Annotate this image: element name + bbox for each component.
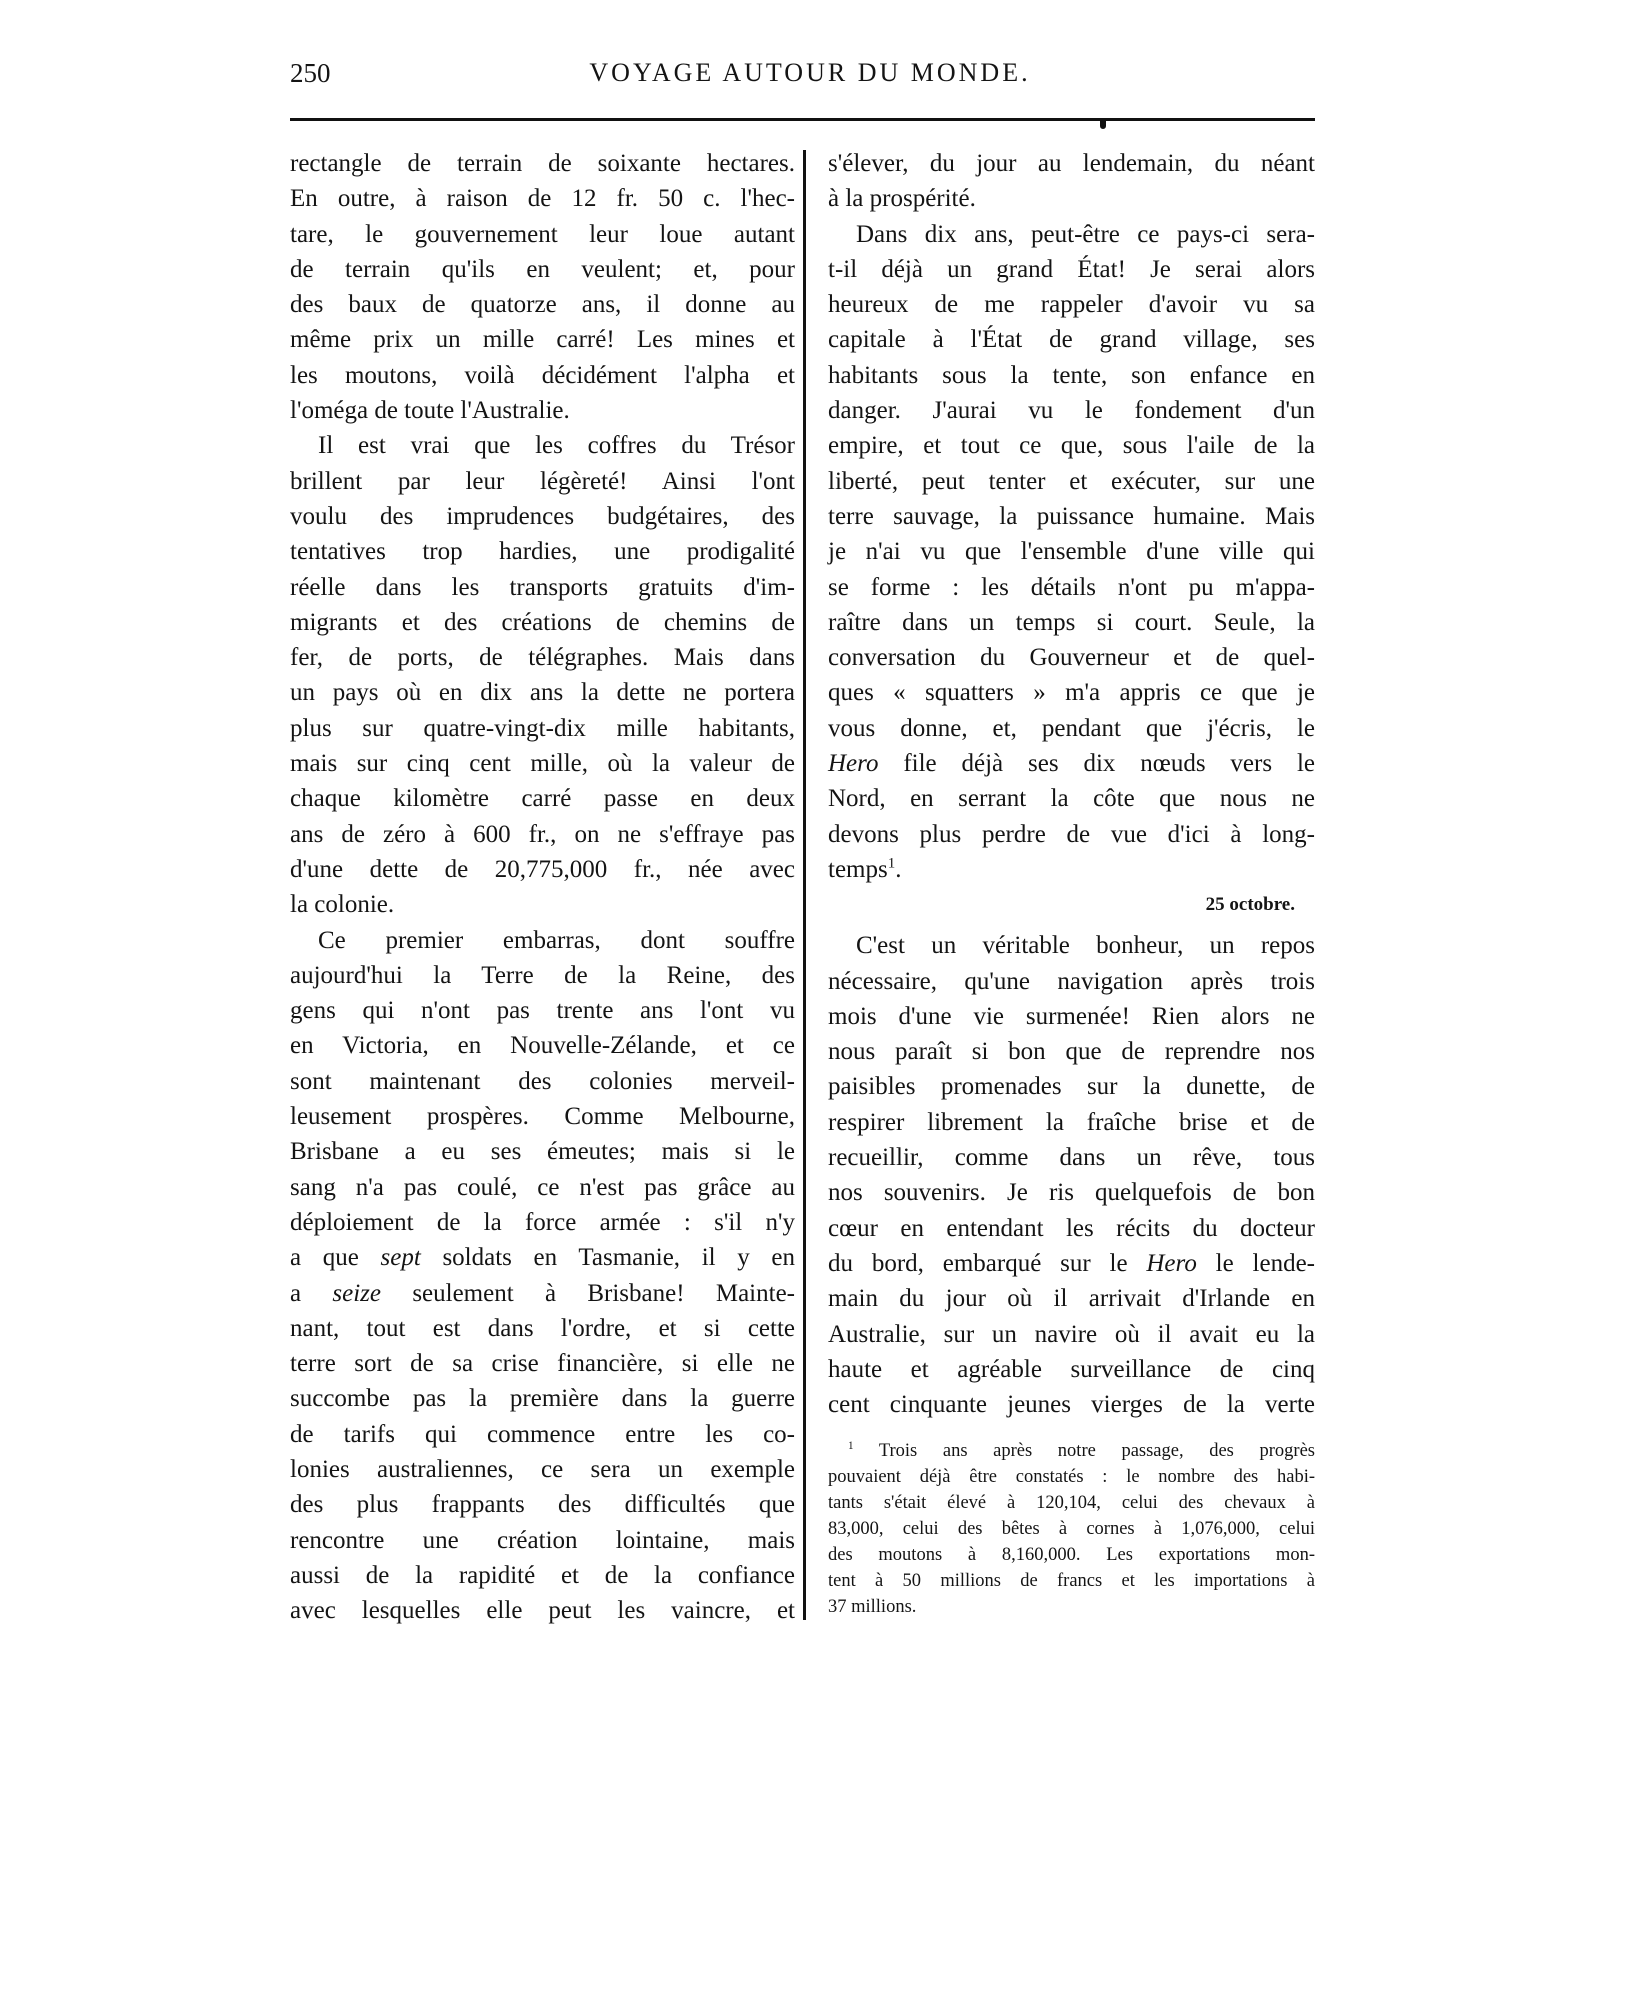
text-line: Australie, sur un navire où il avait eu la: [828, 1320, 1315, 1348]
text-segment: du bord, embarqué sur le: [828, 1249, 1147, 1277]
text-line: ans de zéro à 600 fr., on ne s'effraye pas: [290, 820, 795, 848]
text-line: voulu des imprudences budgétaires, des: [290, 502, 795, 530]
text-line: tent à 50 millions de francs et les importations à: [828, 1571, 1315, 1591]
text-line: migrants et des créations de chemins de: [290, 608, 795, 636]
text-line: rencontre une création lointaine, mais: [290, 1526, 795, 1554]
text-segment: temps: [828, 855, 888, 883]
text-line: sang n'a pas coulé, ce n'est pas grâce au: [290, 1173, 795, 1201]
text-line: empire, et tout ce que, sous l'aile de la: [828, 432, 1315, 460]
text-line: fer, de ports, de télégraphes. Mais dans: [290, 644, 795, 672]
text-line: Dans dix ans, peut-être ce pays-ci sera-: [856, 220, 1315, 248]
running-title: VOYAGE AUTOUR DU MONDE.: [589, 58, 1031, 87]
text-line: la colonie.: [290, 891, 395, 919]
text-line: recueillir, comme dans un rêve, tous: [828, 1144, 1315, 1172]
text-line: capitale à l'État de grand village, ses: [828, 326, 1315, 354]
text-line: l'oméga de toute l'Australie.: [290, 397, 570, 425]
text-line: 37 millions.: [828, 1597, 917, 1617]
text-line: pouvaient déjà être constatés : le nombre des habi-: [828, 1467, 1315, 1487]
column-divider: [803, 150, 806, 1620]
text-line: [290, 1276, 795, 1311]
text-line: tants s'était élevé à 120,104, celui des chevaux à: [828, 1493, 1315, 1513]
text-segment: Trois ans après notre passage, des progrès: [853, 1441, 1315, 1461]
footnote: [828, 1438, 1315, 1620]
text-segment: seulement à Brisbane! Mainte-: [381, 1279, 795, 1307]
footnote-ref: 1: [848, 1439, 854, 1452]
text-line: nous paraît si bon que de reprendre nos: [828, 1038, 1315, 1066]
text-line: gens qui n'ont pas trente ans l'ont vu: [290, 997, 795, 1025]
text-line: même prix un mille carré! Les mines et: [290, 326, 795, 354]
text-segment: a que: [290, 1244, 381, 1272]
italic-text: seize: [332, 1279, 382, 1307]
left-column: [290, 146, 795, 1628]
text-line: vous donne, et, pendant que j'écris, le: [828, 714, 1315, 742]
italic-text: Hero: [1146, 1249, 1197, 1277]
dateline: 25 octobre.: [1205, 894, 1295, 916]
text-line: d'une dette de 20,775,000 fr., née avec: [290, 855, 795, 883]
text-line: chaque kilomètre carré passe en deux: [290, 785, 795, 813]
text-line: conversation du Gouverneur et de quel-: [828, 644, 1315, 672]
italic-text: sept: [380, 1244, 421, 1272]
text-line: nant, tout est dans l'ordre, et si cette: [290, 1314, 795, 1342]
text-line: tentatives trop hardies, une prodigalité: [290, 538, 795, 566]
text-line: [828, 852, 1315, 887]
text-segment: soldats en Tasmanie, il y en: [420, 1244, 795, 1272]
text-line: respirer librement la fraîche brise et de: [828, 1108, 1315, 1136]
text-line: avec lesquelles elle peut les vaincre, et: [290, 1597, 795, 1625]
text-line: mois d'une vie surmenée! Rien alors ne: [828, 1002, 1315, 1030]
text-line: t-il déjà un grand État! Je serai alors: [828, 255, 1315, 283]
text-line: des baux de quatorze ans, il donne au: [290, 291, 795, 319]
text-line: haute et agréable surveillance de cinq: [828, 1355, 1315, 1383]
text-line: cent cinquante jeunes vierges de la verte: [828, 1391, 1315, 1419]
text-line: brillent par leur légèreté! Ainsi l'ont: [290, 467, 795, 495]
text-line: tare, le gouvernement leur loue autant: [290, 220, 795, 248]
text-line: terre sauvage, la puissance humaine. Mais: [828, 502, 1315, 530]
text-line: lonies australiennes, ce sera un exemple: [290, 1455, 795, 1483]
text-line: Il est vrai que les coffres du Trésor: [318, 432, 795, 460]
italic-text: Hero: [828, 750, 879, 778]
text-line: à la prospérité.: [828, 185, 976, 213]
text-line: cœur en entendant les récits du docteur: [828, 1214, 1315, 1242]
text-line: [290, 1240, 795, 1275]
text-line: je n'ai vu que l'ensemble d'une ville qui: [828, 538, 1315, 566]
text-line: habitants sous la tente, son enfance en: [828, 361, 1315, 389]
text-line: sont maintenant des colonies merveil-: [290, 1067, 795, 1095]
text-line: les moutons, voilà décidément l'alpha et: [290, 361, 795, 389]
header-rule-mark: [1100, 118, 1106, 129]
text-line: en Victoria, en Nouvelle-Zélande, et ce: [290, 1032, 795, 1060]
footnote-ref: 1: [887, 855, 896, 872]
text-line: des moutons à 8,160,000. Les exportations mon-: [828, 1545, 1315, 1565]
text-line: main du jour où il arrivait d'Irlande en: [828, 1285, 1315, 1313]
text-line: Ce premier embarras, dont souffre: [318, 926, 795, 954]
text-line: 83,000, celui des bêtes à cornes à 1,076,000, celui: [828, 1519, 1315, 1539]
header-rule: [290, 118, 1315, 121]
text-line: déploiement de la force armée : s'il n'y: [290, 1208, 795, 1236]
text-line: leusement prospères. Comme Melbourne,: [290, 1103, 795, 1131]
text-line: [828, 1438, 1315, 1464]
text-segment: file déjà ses dix nœuds vers le: [878, 750, 1315, 778]
right-column: [828, 146, 1315, 1422]
text-line: de tarifs qui commence entre les co-: [290, 1420, 795, 1448]
text-line: terre sort de sa crise financière, si elle ne: [290, 1350, 795, 1378]
text-line: succombe pas la première dans la guerre: [290, 1385, 795, 1413]
text-line: s'élever, du jour au lendemain, du néant: [828, 150, 1315, 177]
text-line: se forme : les détails n'ont pu m'appa-: [828, 573, 1315, 601]
text-line: nos souvenirs. Je ris quelquefois de bon: [828, 1179, 1315, 1207]
text-line: un pays où en dix ans la dette ne portera: [290, 679, 795, 707]
text-line: Nord, en serrant la côte que nous ne: [828, 785, 1315, 813]
text-line: de terrain qu'ils en veulent; et, pour: [290, 255, 795, 283]
text-line: Brisbane a eu ses émeutes; mais si le: [290, 1138, 795, 1166]
page-number: 250: [290, 58, 331, 88]
text-segment: a: [290, 1279, 333, 1307]
text-line: nécessaire, qu'une navigation après trois: [828, 967, 1315, 995]
text-line: des plus frappants des difficultés que: [290, 1491, 795, 1519]
text-segment: .: [895, 855, 902, 883]
text-line: rectangle de terrain de soixante hectares.: [290, 150, 795, 177]
text-line: plus sur quatre-vingt-dix mille habitants,: [290, 714, 795, 742]
text-line: devons plus perdre de vue d'ici à long-: [828, 820, 1315, 848]
text-segment: le lende-: [1196, 1249, 1315, 1277]
text-line: heureux de me rappeler d'avoir vu sa: [828, 291, 1315, 319]
text-line: En outre, à raison de 12 fr. 50 c. l'hec-: [290, 185, 795, 213]
text-line: mais sur cinq cent mille, où la valeur de: [290, 750, 795, 778]
text-line: danger. J'aurai vu le fondement d'un: [828, 397, 1315, 425]
text-line: [828, 746, 1315, 781]
text-line: aujourd'hui la Terre de la Reine, des: [290, 961, 795, 989]
text-line: réelle dans les transports gratuits d'im-: [290, 573, 795, 601]
text-line: liberté, peut tenter et exécuter, sur une: [828, 467, 1315, 495]
text-line: [828, 1246, 1315, 1281]
text-line: ques « squatters » m'a appris ce que je: [828, 679, 1315, 707]
text-line: C'est un véritable bonheur, un repos: [856, 932, 1315, 960]
text-line: paisibles promenades sur la dunette, de: [828, 1073, 1315, 1101]
text-line: raître dans un temps si court. Seule, la: [828, 608, 1315, 636]
text-line: aussi de la rapidité et de la confiance: [290, 1561, 795, 1589]
